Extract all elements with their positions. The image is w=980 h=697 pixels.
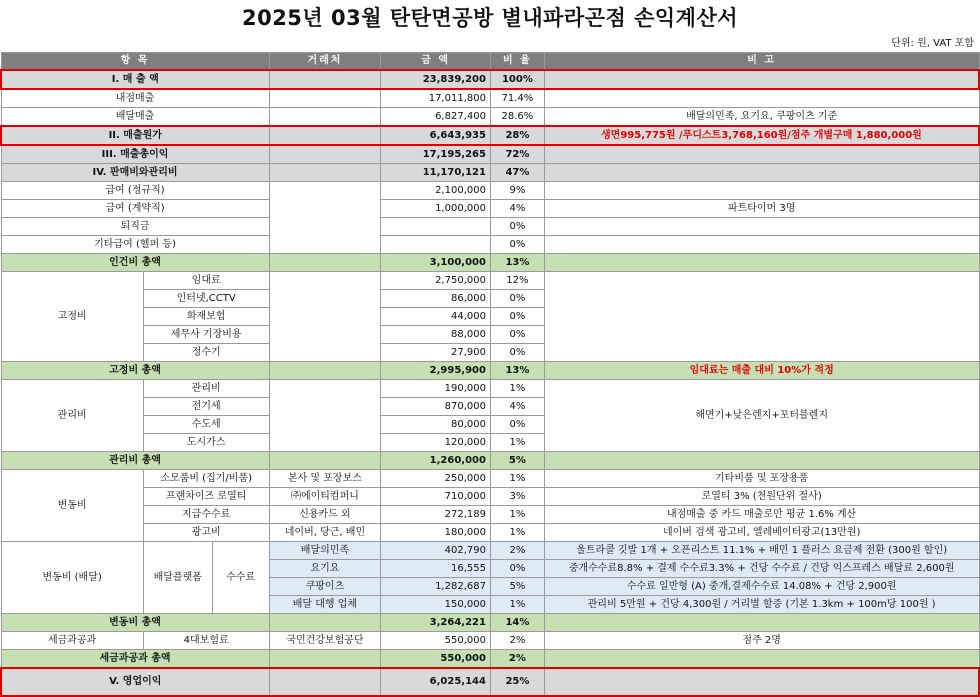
- fixed-label: 인터넷,CCTV: [143, 290, 269, 308]
- delivery-note: 울트라콜 깃발 1개 + 오픈리스트 11.1% + 배민 1 플러스 요금제 전환 (300원 할인): [544, 542, 979, 560]
- mgmt-label: 전기세: [143, 398, 269, 416]
- cogs-row: [1, 126, 979, 145]
- fixed-amount: 86,000: [381, 290, 491, 308]
- variable-group-label: 변동비: [1, 470, 143, 542]
- mgmt-total-row: [1, 452, 979, 470]
- mgmt-label: 관리비: [143, 380, 269, 398]
- variable-vendor: 본사 및 포장보스: [269, 470, 381, 488]
- delivery-platform-label: 배달플랫폼: [143, 542, 212, 614]
- gross-ratio: 72%: [490, 145, 544, 164]
- mgmt-total-label: 관리비 총액: [1, 452, 269, 470]
- delivery-vendor: 배달 대행 업체: [269, 596, 381, 614]
- sales-delivery-amount: 6,827,400: [381, 108, 491, 127]
- variable-ratio: 1%: [490, 506, 544, 524]
- tax-total-amount: 550,000: [381, 650, 491, 669]
- delivery-note: 수수료 일반형 (A) 중개,결제수수료 14.08% + 건당 2,900원: [544, 578, 979, 596]
- mgmt-ratio: 0%: [490, 416, 544, 434]
- variable-row: [1, 470, 979, 488]
- page-title: 2025년 03월 탄탄면공방 별내파라곤점 손익계산서: [241, 6, 739, 30]
- fixed-total-ratio: 13%: [490, 362, 544, 380]
- tax-total-ratio: 2%: [490, 650, 544, 669]
- sales-delivery-ratio: 28.6%: [490, 108, 544, 127]
- tax-ratio: 2%: [490, 632, 544, 650]
- fixed-row: [1, 272, 979, 290]
- variable-ratio: 1%: [490, 524, 544, 542]
- sales-delivery-row: [1, 108, 979, 127]
- sales-dine-ratio: 71.4%: [490, 89, 544, 108]
- operating-profit-ratio: 25%: [490, 668, 544, 696]
- delivery-ratio: 0%: [490, 560, 544, 578]
- variable-label: 지급수수료: [143, 506, 269, 524]
- labor-note: [544, 218, 979, 236]
- fixed-amount: 2,750,000: [381, 272, 491, 290]
- fixed-ratio: 0%: [490, 344, 544, 362]
- labor-ratio: 0%: [490, 218, 544, 236]
- variable-total-ratio: 14%: [490, 614, 544, 632]
- tax-note: 점주 2명: [544, 632, 979, 650]
- sales-delivery-note: 배달의민족, 요기요, 쿠팡이츠 기준: [544, 108, 979, 127]
- labor-note: [544, 236, 979, 254]
- unit-note: 단위: 원, VAT 포함: [891, 38, 974, 49]
- labor-label: 급여 (계약직): [1, 200, 269, 218]
- labor-label: 퇴직금: [1, 218, 269, 236]
- sales-amount: 23,839,200: [381, 70, 491, 89]
- fixed-label: 세무사 기장비용: [143, 326, 269, 344]
- fixed-amount: 27,900: [381, 344, 491, 362]
- labor-ratio: 9%: [490, 182, 544, 200]
- labor-amount: 2,100,000: [381, 182, 491, 200]
- cogs-amount: 6,643,935: [381, 126, 491, 145]
- table-header: [1, 53, 979, 71]
- fixed-total-row: [1, 362, 979, 380]
- mgmt-note: 해면기+낮은렌지+포터블렌지: [544, 380, 979, 452]
- header-vendor: 거래처: [269, 53, 381, 71]
- labor-note: [544, 182, 979, 200]
- gross-row: [1, 145, 979, 164]
- fixed-label: 정수기: [143, 344, 269, 362]
- cogs-note: 생면995,775원 /푸디스트3,768,160원/점주 개별구매 1,880,000원: [544, 126, 979, 145]
- variable-amount: 180,000: [381, 524, 491, 542]
- mgmt-amount: 190,000: [381, 380, 491, 398]
- sales-label: I. 매 출 액: [1, 70, 269, 89]
- cogs-ratio: 28%: [490, 126, 544, 145]
- delivery-note: 관리비 5만원 + 건당 4,300원 / 거리별 할증 (기본 1.3km + 100m당 100원 ): [544, 596, 979, 614]
- tax-group-label: 세금과공과: [1, 632, 143, 650]
- delivery-vendor: 요기요: [269, 560, 381, 578]
- fixed-ratio: 0%: [490, 308, 544, 326]
- mgmt-label: 수도세: [143, 416, 269, 434]
- variable-note: 기타비품 및 포장용품: [544, 470, 979, 488]
- operating-profit-label: V. 영업이익: [1, 668, 269, 696]
- sales-dine-label: 내점매출: [1, 89, 269, 108]
- labor-total-row: [1, 254, 979, 272]
- variable-vendor: 신용카드 외: [269, 506, 381, 524]
- labor-row: [1, 200, 979, 218]
- variable-label: 소모품비 (집기/비품): [143, 470, 269, 488]
- fixed-ratio: 0%: [490, 326, 544, 344]
- delivery-fee-label: 수수료: [212, 542, 269, 614]
- gross-amount: 17,195,265: [381, 145, 491, 164]
- labor-total-ratio: 13%: [490, 254, 544, 272]
- fixed-amount: 88,000: [381, 326, 491, 344]
- mgmt-total-amount: 1,260,000: [381, 452, 491, 470]
- variable-vendor: 네이버, 당근, 배민: [269, 524, 381, 542]
- operating-profit-amount: 6,025,144: [381, 668, 491, 696]
- variable-row: [1, 524, 979, 542]
- sales-dine-amount: 17,011,800: [381, 89, 491, 108]
- labor-total-label: 인건비 총액: [1, 254, 269, 272]
- variable-amount: 710,000: [381, 488, 491, 506]
- variable-ratio: 3%: [490, 488, 544, 506]
- fixed-label: 임대료: [143, 272, 269, 290]
- mgmt-group-label: 관리비: [1, 380, 143, 452]
- mgmt-ratio: 4%: [490, 398, 544, 416]
- gross-label: III. 매출총이익: [1, 145, 269, 164]
- labor-note: 파트타이머 3명: [544, 200, 979, 218]
- fixed-total-label: 고정비 총액: [1, 362, 269, 380]
- variable-total-amount: 3,264,221: [381, 614, 491, 632]
- variable-total-label: 변동비 총액: [1, 614, 269, 632]
- header-ratio: 비 율: [490, 53, 544, 71]
- variable-note: 내점매출 중 카드 매출로만 평균 1.6% 계산: [544, 506, 979, 524]
- mgmt-amount: 80,000: [381, 416, 491, 434]
- delivery-amount: 150,000: [381, 596, 491, 614]
- labor-total-amount: 3,100,000: [381, 254, 491, 272]
- labor-row: [1, 236, 979, 254]
- delivery-amount: 16,555: [381, 560, 491, 578]
- sga-ratio: 47%: [490, 164, 544, 182]
- delivery-group-label: 변동비 (배달): [1, 542, 143, 614]
- mgmt-ratio: 1%: [490, 434, 544, 452]
- sales-delivery-label: 배달매출: [1, 108, 269, 127]
- sales-dine-row: [1, 89, 979, 108]
- fixed-label: 화재보험: [143, 308, 269, 326]
- delivery-ratio: 2%: [490, 542, 544, 560]
- variable-amount: 250,000: [381, 470, 491, 488]
- sales-ratio: 100%: [490, 70, 544, 89]
- income-statement-table: [0, 52, 980, 697]
- fixed-ratio: 0%: [490, 290, 544, 308]
- delivery-ratio: 5%: [490, 578, 544, 596]
- mgmt-amount: 870,000: [381, 398, 491, 416]
- delivery-row: [1, 542, 979, 560]
- labor-ratio: 4%: [490, 200, 544, 218]
- fixed-total-amount: 2,995,900: [381, 362, 491, 380]
- tax-total-label: 세금과공과 총액: [1, 650, 269, 669]
- mgmt-ratio: 1%: [490, 380, 544, 398]
- labor-amount: 1,000,000: [381, 200, 491, 218]
- header-amount: 금 액: [381, 53, 491, 71]
- labor-amount: [381, 236, 491, 254]
- variable-total-row: [1, 614, 979, 632]
- delivery-vendor: 배달의민족: [269, 542, 381, 560]
- variable-row: [1, 488, 979, 506]
- variable-note: 로열티 3% (천원단위 절사): [544, 488, 979, 506]
- labor-label: 기타급여 (헬퍼 등): [1, 236, 269, 254]
- operating-profit-row: [1, 668, 979, 696]
- mgmt-row: [1, 380, 979, 398]
- fixed-ratio: 12%: [490, 272, 544, 290]
- variable-amount: 272,189: [381, 506, 491, 524]
- header-item: 항 목: [1, 53, 269, 71]
- labor-row: [1, 218, 979, 236]
- variable-note: 네이버 검색 광고비, 엘레베이터광고(13만원): [544, 524, 979, 542]
- delivery-ratio: 1%: [490, 596, 544, 614]
- variable-label: 광고비: [143, 524, 269, 542]
- tax-label: 4대보험료: [143, 632, 269, 650]
- labor-amount: [381, 218, 491, 236]
- fixed-group-label: 고정비: [1, 272, 143, 362]
- mgmt-amount: 120,000: [381, 434, 491, 452]
- sga-row: [1, 164, 979, 182]
- labor-ratio: 0%: [490, 236, 544, 254]
- mgmt-label: 도시가스: [143, 434, 269, 452]
- mgmt-total-ratio: 5%: [490, 452, 544, 470]
- variable-label: 프랜차이즈 로열티: [143, 488, 269, 506]
- variable-row: [1, 506, 979, 524]
- delivery-amount: 402,790: [381, 542, 491, 560]
- sga-label: IV. 판매비와관리비: [1, 164, 269, 182]
- variable-ratio: 1%: [490, 470, 544, 488]
- labor-label: 급여 (정규직): [1, 182, 269, 200]
- tax-row: [1, 632, 979, 650]
- fixed-amount: 44,000: [381, 308, 491, 326]
- tax-amount: 550,000: [381, 632, 491, 650]
- fixed-total-note: 임대료는 매출 대비 10%가 적정: [544, 362, 979, 380]
- sales-row: [1, 70, 979, 89]
- variable-vendor: ㈜에이티컴퍼니: [269, 488, 381, 506]
- delivery-amount: 1,282,687: [381, 578, 491, 596]
- delivery-note: 중개수수료8.8% + 결제 수수료3.3% + 건당 수수료 / 건당 익스프레스 배달료 2,600원: [544, 560, 979, 578]
- cogs-label: II. 매출원가: [1, 126, 269, 145]
- tax-vendor: 국민건강보험공단: [269, 632, 381, 650]
- delivery-vendor: 쿠팡이츠: [269, 578, 381, 596]
- sga-amount: 11,170,121: [381, 164, 491, 182]
- header-note: 비 고: [544, 53, 979, 71]
- labor-row: [1, 182, 979, 200]
- tax-total-row: [1, 650, 979, 669]
